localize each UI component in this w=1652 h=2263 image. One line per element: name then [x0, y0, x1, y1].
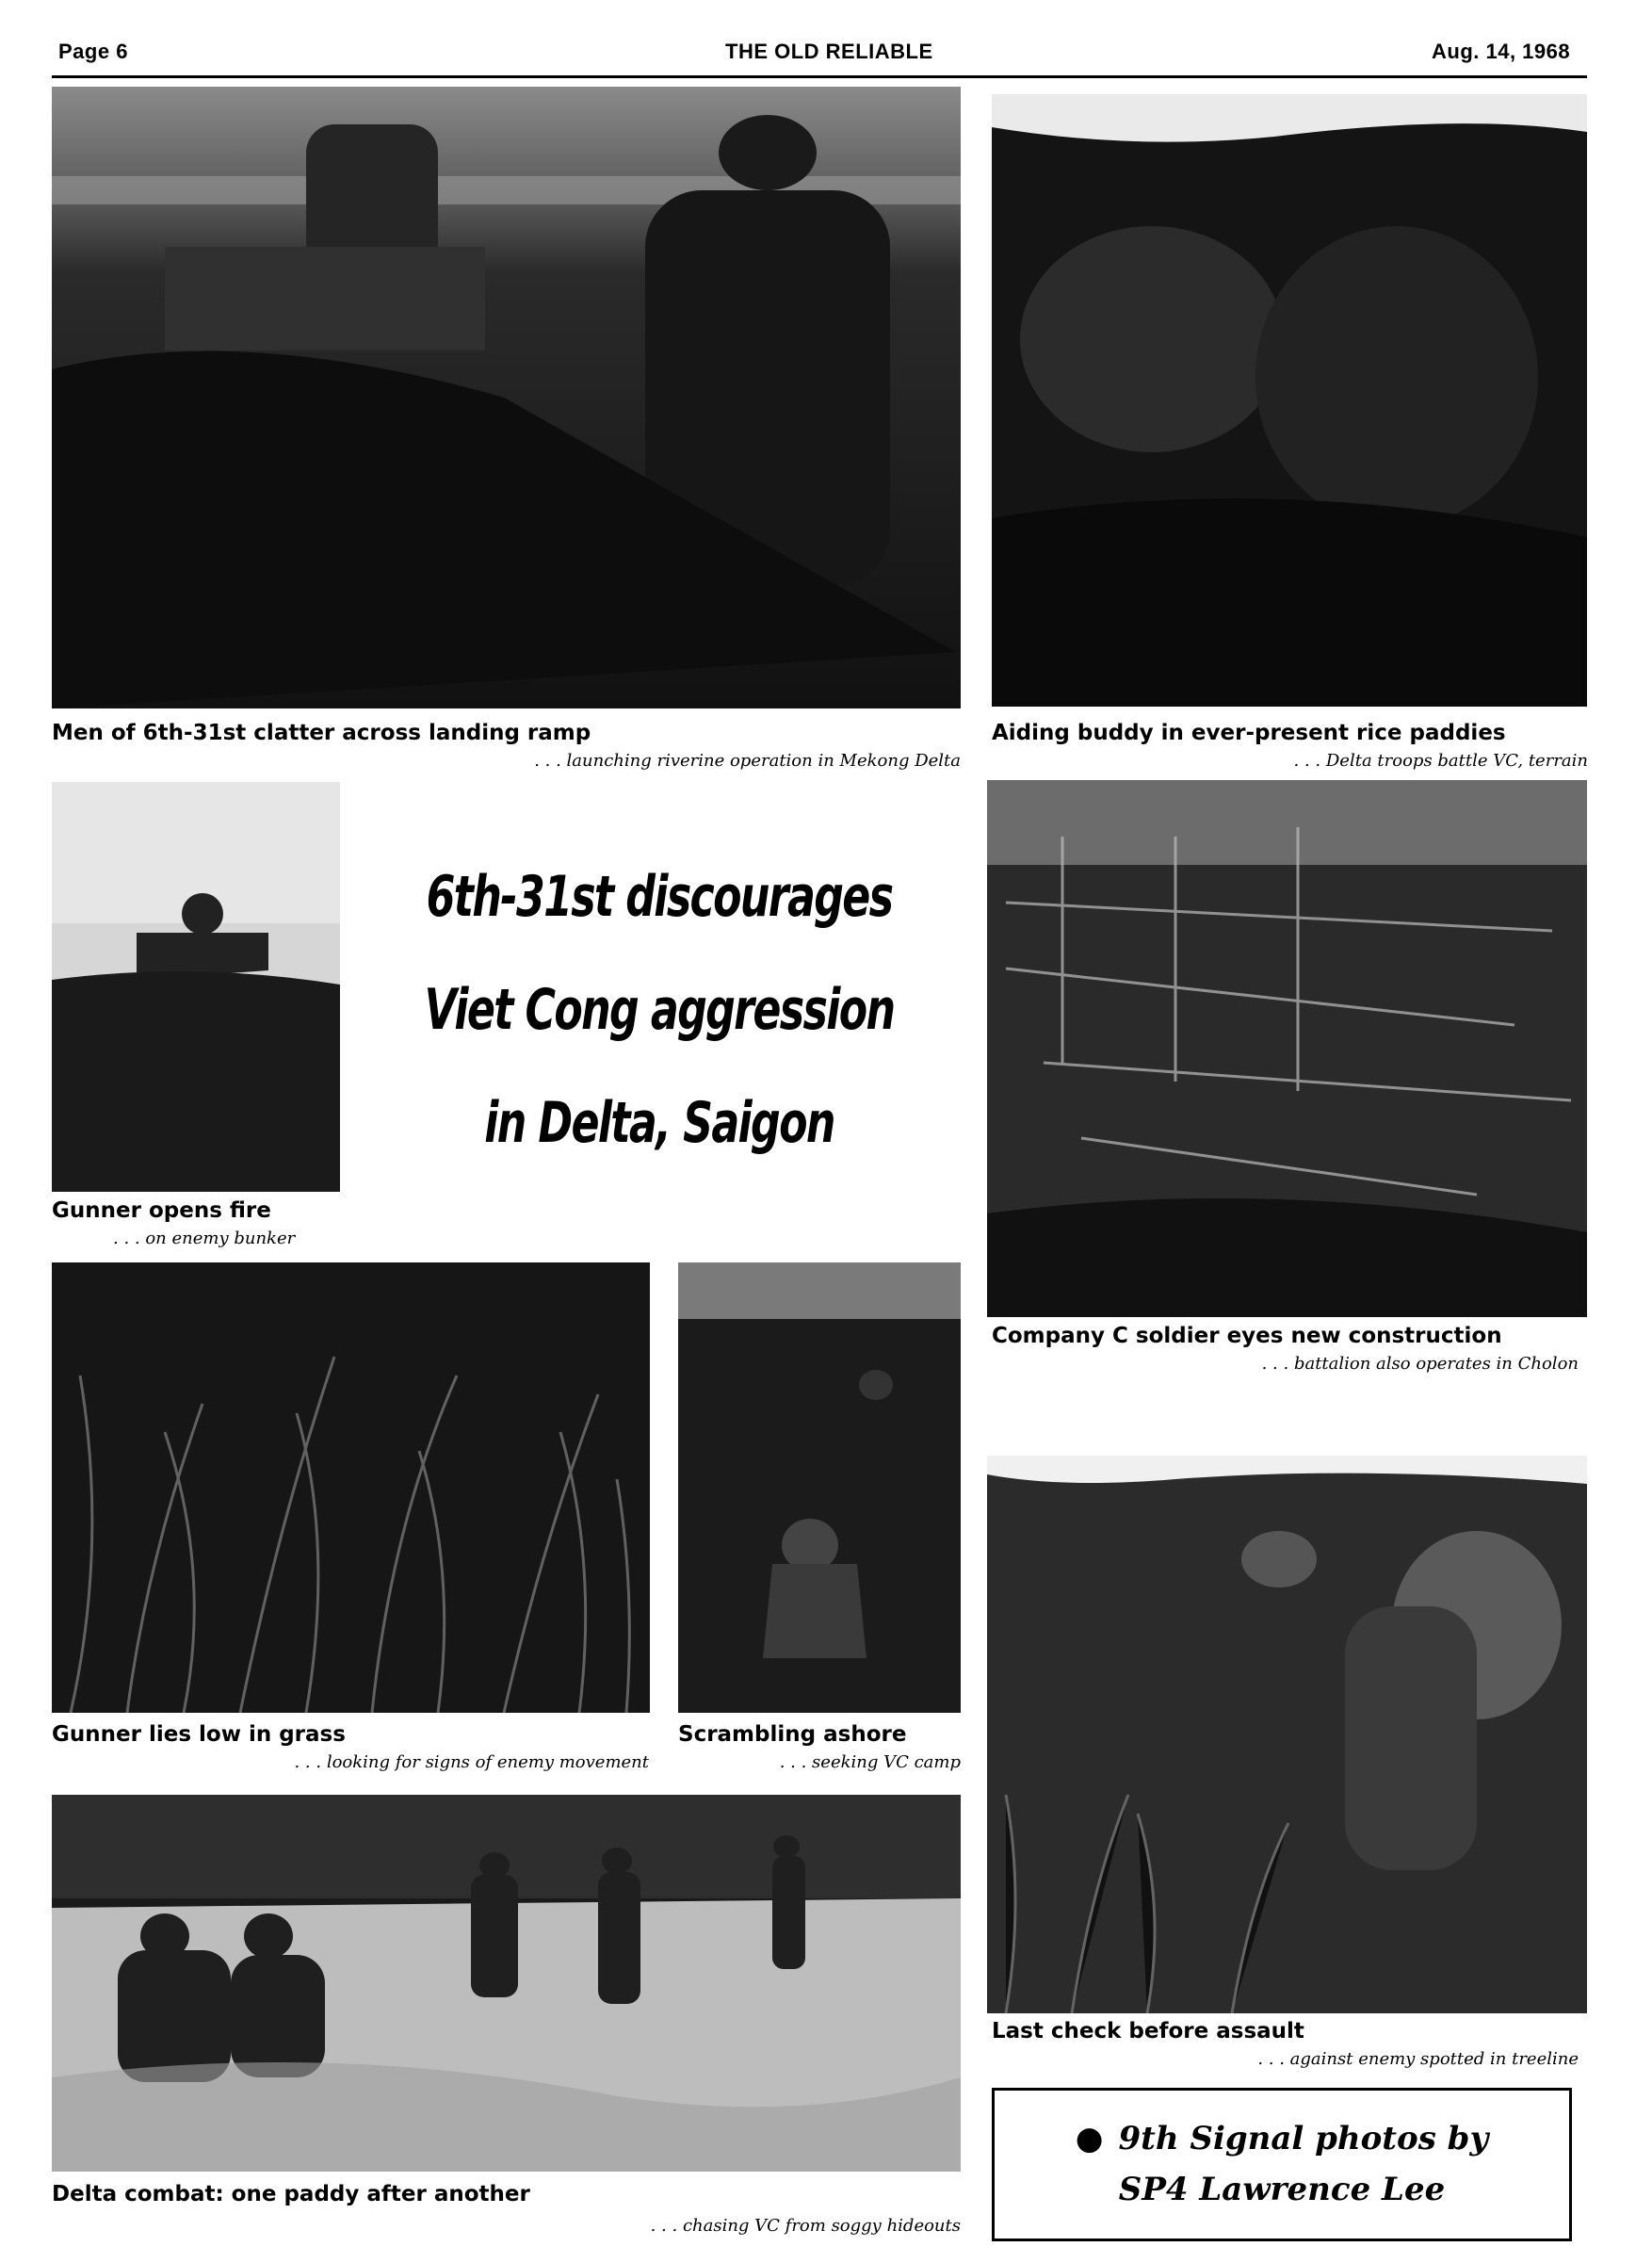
credit-line-2: SP4 Lawrence Lee	[1118, 2171, 1446, 2208]
bullet-icon: ●	[1075, 2120, 1104, 2157]
subcaption-company-c: . . . battalion also operates in Cholon	[1261, 1354, 1579, 1374]
photo-gunner-grass	[52, 1262, 650, 1713]
subcaption-rice-paddies: . . . Delta troops battle VC, terrain	[1293, 751, 1588, 771]
masthead-title: THE OLD RELIABLE	[725, 40, 933, 63]
issue-date: Aug. 14, 1968	[1432, 40, 1571, 63]
header-rule	[52, 75, 1587, 78]
page-number: Page 6	[58, 40, 128, 63]
caption-last-check: Last check before assault	[992, 2019, 1304, 2043]
photo-credit-box	[992, 2088, 1572, 2241]
caption-company-c: Company C soldier eyes new construction	[992, 1324, 1502, 1348]
subcaption-last-check: . . . against enemy spotted in treeline	[1257, 2049, 1579, 2069]
caption-scrambling-ashore: Scrambling ashore	[678, 1722, 907, 1747]
subcaption-landing-ramp: . . . launching riverine operation in Mekong Delta	[534, 751, 961, 771]
photo-last-check	[987, 1456, 1587, 2013]
photo-scrambling-ashore	[678, 1262, 961, 1713]
subcaption-scrambling-ashore: . . . seeking VC camp	[779, 1752, 961, 1772]
photo-rice-paddies	[992, 94, 1587, 707]
photo-gunner-fire	[52, 782, 340, 1192]
subcaption-gunner-fire: . . . on enemy bunker	[113, 1229, 296, 1248]
subcaption-gunner-grass: . . . looking for signs of enemy movement	[294, 1752, 649, 1772]
caption-rice-paddies: Aiding buddy in ever-present rice paddies	[992, 721, 1506, 745]
subcaption-delta-combat: . . . chasing VC from soggy hideouts	[650, 2216, 961, 2236]
caption-gunner-grass: Gunner lies low in grass	[52, 1722, 346, 1747]
caption-delta-combat: Delta combat: one paddy after another	[52, 2182, 530, 2206]
headline-line-1: 6th-31st discourages	[426, 864, 893, 930]
photo-company-c	[987, 780, 1587, 1317]
credit-line-1: ● 9th Signal photos by	[1075, 2120, 1489, 2157]
photo-landing-ramp	[52, 87, 961, 708]
headline-line-3: in Delta, Saigon	[484, 1090, 834, 1156]
caption-gunner-fire: Gunner opens fire	[52, 1198, 271, 1223]
caption-landing-ramp: Men of 6th-31st clatter across landing ramp	[52, 721, 591, 745]
photo-delta-combat	[52, 1795, 961, 2172]
headline-line-2: Viet Cong aggression	[424, 977, 895, 1043]
